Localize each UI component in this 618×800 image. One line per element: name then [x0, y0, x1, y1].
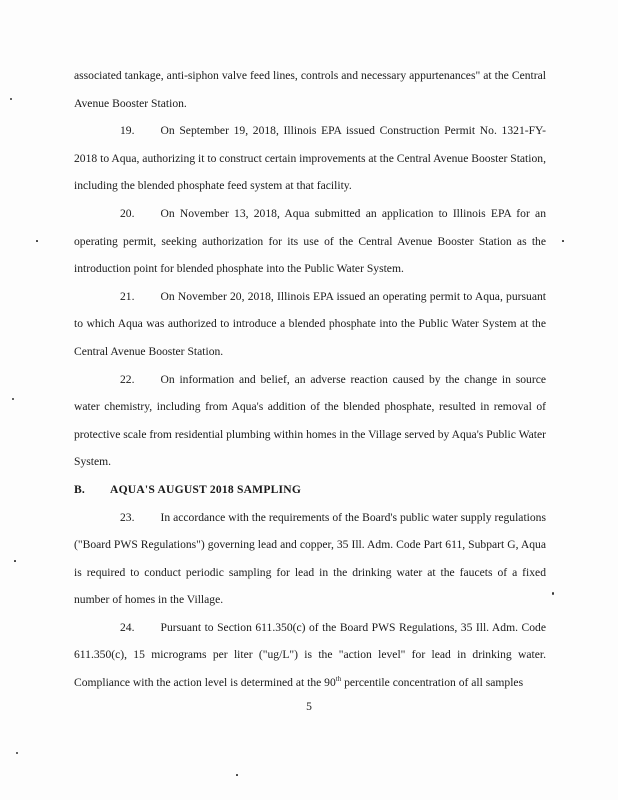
paragraph-24: [74, 614, 546, 697]
section-title: AQUA'S AUGUST 2018 SAMPLING: [110, 482, 302, 496]
paragraph-text: Pursuant to Section 611.350(c) of the Board PWS Regulations, 35 Ill. Adm. Code 611.350(c), 15 micrograms per liter ("ug/L") is the "action level" for lead in drinking water. Compliance with the action level is determined at the 90: [74, 620, 546, 690]
scan-speck: [12, 398, 14, 400]
paragraph-text-continued: percentile concentration of all samples: [341, 676, 524, 690]
paragraph-number: 24.: [120, 620, 135, 634]
paragraph-22: [74, 366, 546, 476]
scan-speck: [236, 774, 238, 776]
ordinal-superscript: th: [335, 675, 342, 684]
scan-speck: [562, 240, 564, 242]
paragraph-text: On November 20, 2018, Illinois EPA issued an operating permit to Aqua, pursuant to which Aqua was authorized to introduce a blended phosphate into the Public Water System at the Central Avenue Booster Station.: [74, 289, 546, 358]
section-heading: [74, 476, 546, 504]
paragraph-21: [74, 283, 546, 366]
paragraph-number: 23.: [120, 510, 135, 524]
paragraph-19: [74, 117, 546, 200]
section-letter: B.: [74, 482, 86, 496]
scan-speck: [10, 98, 12, 100]
continuation-paragraph: associated tankage, anti-siphon valve feed lines, controls and necessary appurtenances" at the Central Avenue Booster Station.: [74, 69, 546, 110]
paragraph-23: [74, 504, 546, 614]
scan-speck: [16, 752, 18, 754]
paragraph-20: [74, 200, 546, 283]
scan-speck: [552, 592, 554, 595]
paragraph-text: On information and belief, an adverse reaction caused by the change in source water chemistry, including from Aqua's addition of the blended phosphate, resulted in removal of protective scale from residential plumbing within homes in the Village served by Aqua's Public Water System.: [74, 372, 546, 469]
paragraph-number: 22.: [120, 372, 135, 386]
paragraph-number: 20.: [120, 206, 135, 220]
paragraph-text: On September 19, 2018, Illinois EPA issued Construction Permit No. 1321-FY-2018 to Aqua, authorizing it to construct certain improvements at the Central Avenue Booster Station, including the blended phosphate feed system at that facility.: [74, 124, 546, 193]
scan-speck: [14, 560, 16, 562]
page-number: 5: [306, 700, 312, 713]
paragraph-text: On November 13, 2018, Aqua submitted an application to Illinois EPA for an operating permit, seeking authorization for its use of the Central Avenue Booster Station as the introduction point for blended phosphate into the Public Water System.: [74, 206, 546, 276]
paragraph-number: 21.: [120, 289, 135, 303]
paragraph-text: In accordance with the requirements of the Board's public water supply regulations ("Board PWS Regulations") governing lead and copper, 35 Ill. Adm. Code Part 611, Subpart G, Aqua is required to conduct periodic sampling for lead in the drinking water at the faucets of a fixed number of homes in the Village.: [74, 510, 546, 607]
paragraph-number: 19.: [120, 124, 135, 138]
scan-speck: [36, 240, 38, 242]
body-text: [74, 62, 546, 697]
